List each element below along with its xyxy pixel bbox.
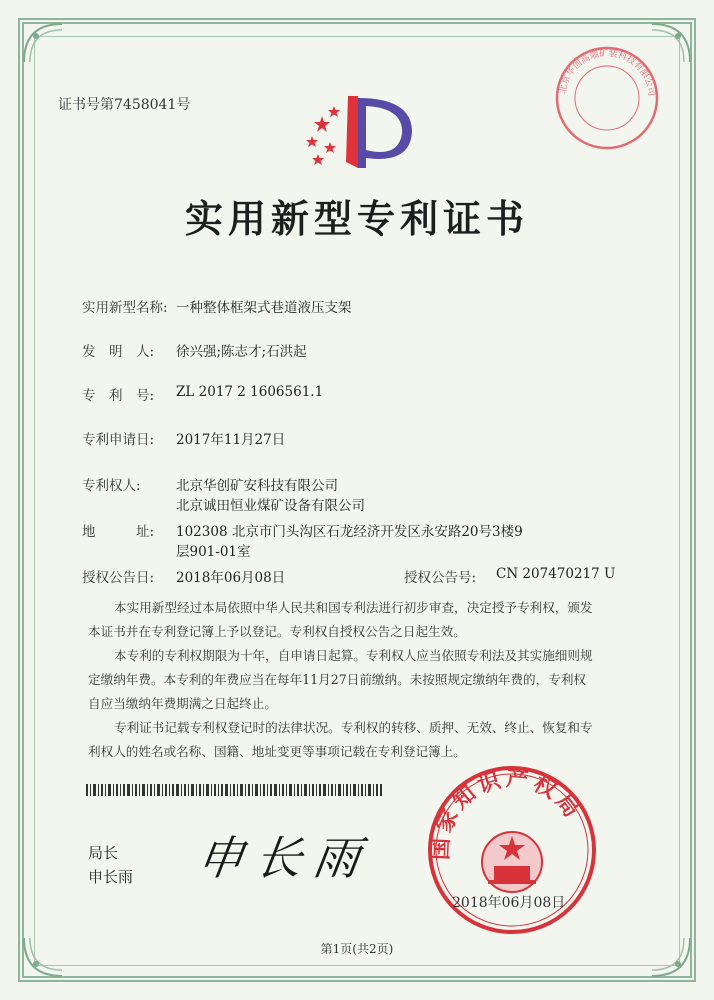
body-p2-line1: 本专利的专利权期限为十年，自申请日起算。专利权人应当依照专利法及其实施细则规: [114, 648, 593, 663]
patentee-1: 北京华创矿安科技有限公司: [176, 478, 338, 494]
director-title: 局长: [88, 844, 119, 862]
patentee-label: 专利权人:: [82, 478, 141, 494]
inventor-label: 发 明 人:: [82, 344, 155, 360]
grant-date-label: 授权公告日:: [82, 570, 155, 586]
body-p2-line2: 定缴纳年费。本专利的年费应当在每年11月27日前缴纳。未按照规定缴纳年费的，专利权: [88, 672, 587, 687]
barcode: [86, 784, 382, 796]
director-signature: 申长雨: [193, 831, 376, 885]
name-value: 一种整体框架式巷道液压支架: [176, 300, 352, 316]
page-number: 第1页(共2页): [320, 942, 394, 956]
grant-date-value: 2018年06月08日: [176, 570, 286, 586]
seal-date: 2018年06月08日: [452, 895, 566, 911]
corner-ornament-top-left: [20, 20, 66, 66]
body-p1-line1: 本实用新型经过本局依照中华人民共和国专利法进行初步审查，决定授予专利权，颁发: [114, 600, 593, 615]
svg-text:北京华创高端矿装科技有限公司: [556, 47, 657, 97]
grant-number-label: 授权公告号:: [404, 570, 477, 586]
certificate-number: 证书号第7458041号: [58, 97, 191, 113]
address-label: 地 址:: [82, 524, 155, 540]
body-p3-line2: 利权人的姓名或名称、国籍、地址变更等事项记载在专利登记簿上。: [88, 744, 466, 759]
top-right-stamp-text: 北京华创高端矿装科技有限公司: [558, 48, 657, 97]
address-line-1: 102308 北京市门头沟区石龙经济开发区永安路20号3楼9: [176, 524, 523, 540]
patent-number-value: ZL 2017 2 1606561.1: [176, 384, 324, 400]
body-p2-line3: 自应当缴纳年费期满之日起终止。: [88, 696, 277, 711]
filing-date-label: 专利申请日:: [82, 432, 155, 448]
body-p1-line2: 本证书并在专利登记簿上予以登记。专利权自授权公告之日起生效。: [88, 624, 466, 639]
grant-number-value: CN 207470217 U: [496, 566, 616, 582]
seal-text: 国家知识产权局: [427, 765, 587, 861]
patent-number-label: 专 利 号:: [82, 388, 155, 404]
name-label: 实用新型名称:: [82, 300, 168, 316]
inventor-value: 徐兴强;陈志才;石洪起: [176, 344, 307, 360]
body-p3-line1: 专利证书记载专利权登记时的法律状况。专利权的转移、质押、无效、终止、恢复和专: [114, 720, 593, 735]
patentee-2: 北京诚田恒业煤矿设备有限公司: [176, 498, 365, 514]
director-name: 申长雨: [88, 868, 134, 886]
certificate-title: 实用新型专利证书: [184, 196, 529, 241]
filing-date-value: 2017年11月27日: [176, 432, 286, 448]
address-line-2: 层901-01室: [176, 544, 251, 560]
top-right-stamp-icon: [551, 42, 663, 154]
patent-office-logo-icon: [300, 92, 418, 174]
